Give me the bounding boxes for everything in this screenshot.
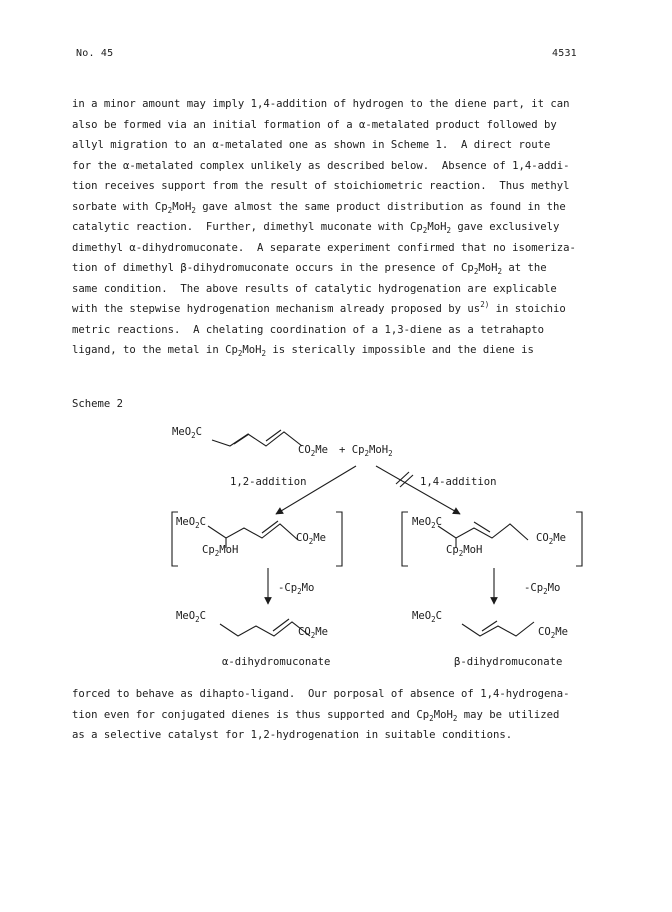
text-line: catalytic reaction. Further, dimethyl muconate with $Cp_2MoH_2$ gave exclusively	[72, 221, 560, 235]
reactant-ester-left: MeO$_2$C	[172, 426, 203, 440]
subscript: 2	[543, 587, 548, 596]
subscript: 2	[167, 205, 173, 215]
prod-right-ester-left: MeO$_2$C	[412, 610, 443, 624]
subscript: 2	[446, 226, 451, 235]
reactant-chain	[212, 432, 302, 446]
subscript: 2	[214, 549, 220, 558]
right-intermediate-double-bond	[474, 522, 490, 532]
subscript: 2	[473, 267, 479, 276]
subscript: 2	[195, 615, 200, 624]
subscript: 2	[261, 349, 266, 358]
text-line: tion receives support from the result of stoichiometric reaction. Thus methyl	[72, 180, 570, 192]
subscript: 2	[195, 521, 200, 530]
text-line: forced to behave as dihapto-ligand. Our porposal of absence of 1,4-hydrogena-	[72, 688, 570, 700]
alpha-product-chain	[220, 622, 310, 636]
subscript: 2	[458, 549, 464, 558]
scheme-label: Scheme 2	[72, 398, 124, 410]
subscript: 2	[431, 521, 436, 530]
elimination-right-label: $-Cp_2Mo$	[524, 582, 561, 596]
subscript: 2	[550, 631, 556, 640]
text-line: as a selective catalyst for 1,2-hydrogenation in suitable conditions.	[72, 729, 513, 741]
subscript: 2	[191, 431, 196, 440]
product-alpha-name: α-dihydromuconate	[222, 656, 331, 668]
product-beta-name: β-dihydromuconate	[454, 656, 563, 668]
prod-left-ester-left: MeO$_2$C	[176, 610, 207, 624]
prod-right-ester-right: $CO_2Me$	[538, 626, 569, 640]
arrow-1-4-addition	[376, 466, 460, 514]
text-line: metric reactions. A chelating coordination of a 1,3-diene as a tetrahapto	[72, 323, 544, 336]
beta-product-double-bond	[482, 621, 497, 631]
superscript: 2)	[480, 300, 490, 309]
beta-product-chain	[462, 622, 534, 636]
subscript: 2	[388, 449, 393, 458]
int-left-ester-left: MeO$_2$C	[176, 516, 207, 530]
int-right-ester-left: MeO$_2$C	[412, 516, 443, 530]
subscript: 2	[497, 267, 502, 276]
page-number: 4531	[552, 48, 577, 59]
subscript: 2	[548, 537, 554, 546]
subscript: 2	[429, 713, 434, 723]
int-right-ester-right: $CO_2Me$	[536, 532, 567, 546]
text-line: allyl migration to an α-metalated one as shown in Scheme 1. A direct route	[72, 139, 551, 151]
subscript: 2	[310, 631, 316, 640]
text-line: sorbate with $Cp_2MoH_2$ gave almost the same product distribution as found in the	[72, 200, 566, 215]
text-line: in a minor amount may imply 1,4-addition of hydrogen to the diene part, it can	[72, 98, 570, 110]
subscript: 2	[237, 349, 243, 358]
arrow-1-2-addition	[276, 466, 356, 514]
reactant-ester-right: $CO_2Me$	[298, 444, 329, 458]
int-right-metal: $Cp_2MoH$	[446, 544, 483, 558]
text-line: ligand, to the metal in $Cp_2MoH_2$ is sterically impossible and the diene is	[72, 344, 534, 358]
journal-issue: No. 45	[76, 48, 114, 59]
arrow-left-label: 1,2-addition	[230, 476, 307, 488]
text-line: also be formed via an initial formation of a α-metalated product followed by	[72, 118, 557, 131]
int-left-metal: $Cp_2MoH$	[202, 544, 239, 558]
body-paragraph-2	[72, 684, 612, 746]
reactant-double-bond-1	[234, 434, 249, 444]
subscript: 2	[431, 615, 436, 624]
text-line: tion of dimethyl β-dihydromuconate occurs in the presence of $Cp_2MoH_2$ at the	[72, 262, 547, 276]
subscript: 2	[297, 587, 302, 596]
left-intermediate-chain	[208, 524, 298, 540]
subscript: 2	[364, 449, 370, 458]
text-line: with the stepwise hydrogenation mechanism already proposed by $us^{2)}$ in stoichio	[72, 300, 566, 315]
text-line: same condition. The above results of catalytic hydrogenation are explicable	[72, 282, 557, 295]
subscript: 2	[191, 205, 196, 215]
text-line: for the α-metalated complex unlikely as described below. Absence of 1,4-addi-	[72, 159, 570, 172]
reagent-label: + $Cp_2MoH_2$	[339, 444, 393, 458]
int-left-ester-right: $CO_2Me$	[296, 532, 327, 546]
text-line: dimethyl α-dihydromuconate. A separate experiment confirmed that no isomeriza-	[72, 241, 576, 254]
arrow-right-label: 1,4-addition	[420, 476, 497, 488]
subscript: 2	[422, 226, 428, 235]
subscript: 2	[452, 713, 458, 723]
alpha-product-double-bond	[273, 619, 289, 631]
text-line: tion even for conjugated dienes is thus supported and $Cp_2MoH_2$ may be utilized	[72, 708, 560, 723]
right-intermediate-chain	[438, 524, 528, 540]
subscript: 2	[308, 537, 314, 546]
subscript: 2	[310, 449, 316, 458]
elimination-left-label: $-Cp_2Mo$	[278, 582, 315, 596]
prod-left-ester-right: $CO_2Me$	[298, 626, 329, 640]
